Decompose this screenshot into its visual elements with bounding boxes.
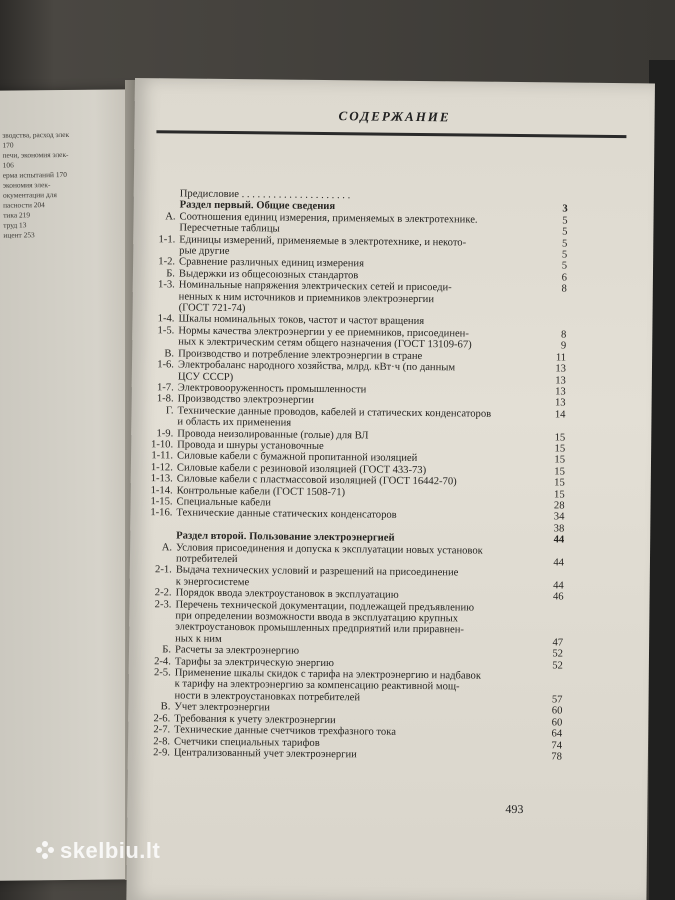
toc-text: электроустановок промышленных предприятий или приравнен-	[175, 621, 464, 636]
toc-text: к тарифу на электроэнергию за компенсацию реактивной мощ-	[174, 678, 460, 693]
toc-text: Нормы качества электроэнергии у ее приемников, присоединен-	[178, 325, 469, 340]
toc-page: 8	[560, 329, 567, 341]
toc-page: 38	[553, 523, 565, 535]
toc-code: 2-1.	[155, 564, 172, 576]
toc-code: 2-9.	[153, 747, 170, 759]
toc-page: 13	[555, 386, 566, 398]
toc-code: 1-5.	[157, 325, 175, 337]
watermark	[34, 838, 160, 864]
toc-text: Предисловие . . . . . . . . . . . . . . . . . . . . .	[179, 188, 351, 202]
toc-text: рые другие	[179, 245, 230, 258]
toc-code: 1-14.	[150, 484, 173, 496]
toc-code: 1-9.	[156, 427, 174, 439]
toc-code: 1-2.	[158, 256, 176, 268]
toc-text: к энергосистеме	[175, 576, 250, 589]
toc-text: Контрольные кабели (ГОСТ 1508-71)	[176, 485, 346, 498]
toc-text: Условия присоединения и допуска к эксплуатации новых установок	[176, 542, 483, 557]
toc-page: 44	[553, 580, 564, 592]
toc-text: ных к ним	[175, 633, 222, 645]
toc-text: Выдача технических условий и разрешений на присоединение	[175, 564, 459, 579]
toc-code: 1-15.	[150, 496, 173, 508]
toc-page: 74	[551, 739, 563, 752]
toc-page: 13	[555, 363, 567, 375]
left-page-line: пасности 204	[3, 200, 45, 210]
toc-page: 15	[554, 443, 566, 455]
toc-text: Электробаланс народного хозяйства, млрд. кВт·ч (по данным	[177, 359, 456, 374]
toc-text: Технические данные проводов, кабелей и статических конденсаторов	[177, 405, 492, 420]
toc-page: 14	[554, 409, 566, 421]
toc-text: Сравнение различных единиц измерения	[179, 256, 365, 270]
toc-text: Провода неизолированные (голые) для ВЛ	[177, 427, 369, 441]
toc-code: 1-6.	[157, 359, 175, 371]
toc-text: Порядок ввода электроустановок в эксплуатацию	[175, 587, 399, 602]
toc-page: 5	[562, 226, 568, 238]
toc-page: 5	[562, 215, 568, 227]
toc-code: В.	[164, 348, 175, 360]
toc-page: 15	[554, 466, 565, 478]
toc-page: 78	[551, 751, 562, 763]
toc-text: Силовые кабели с пластмассовой изоляцией (ГОСТ 16442-70)	[176, 473, 457, 488]
toc-code: Г.	[165, 405, 174, 417]
toc-text: потребителей	[175, 553, 238, 566]
toc-code: 1-8.	[156, 393, 174, 405]
toc-code: 1-13.	[150, 473, 173, 485]
toc-code: 1-12.	[150, 461, 173, 474]
toc-page: 13	[554, 397, 566, 409]
toc-text: Раздел первый. Общие сведения	[179, 199, 336, 213]
toc-code: Б.	[166, 268, 176, 280]
toc-text: Расчеты за электроэнергию	[174, 644, 300, 657]
toc-text: ных к электрическим сетям общего назначения (ГОСТ 13109-67)	[178, 336, 472, 351]
toc-text: ненных к ним источников и приемников электроэнергии	[178, 291, 435, 305]
toc-text: Выдержки из общесоюзных стандартов	[178, 268, 359, 282]
watermark-logo-icon	[34, 839, 56, 861]
toc-code: А.	[161, 541, 173, 554]
toc-code: Б.	[162, 644, 172, 656]
toc-page: 64	[551, 728, 563, 740]
toc-code: 1-1.	[158, 233, 176, 246]
toc-code: 1-3.	[157, 279, 175, 291]
toc-page: 44	[553, 534, 565, 546]
toc-code: 2-2.	[154, 587, 172, 599]
toc-text: Технические данные статических конденсаторов	[176, 507, 397, 522]
toc-code: 2-5.	[153, 667, 171, 679]
title-rule	[156, 130, 626, 138]
toc-page: 28	[553, 500, 565, 512]
toc-text: Электровооруженность промышленности	[177, 382, 367, 396]
toc-page: 9	[560, 340, 567, 352]
watermark-text: skelbiu.lt	[60, 838, 161, 863]
toc-text: при определении возможности ввода в эксплуатацию крупных	[175, 610, 459, 625]
toc-code: 1-4.	[157, 313, 175, 325]
toc-text: Централизованный учет электроэнергии	[173, 747, 357, 761]
table-of-contents	[146, 188, 568, 763]
toc-text: Тарифы за электрическую энергию	[174, 656, 335, 669]
toc-page: 52	[552, 660, 563, 672]
toc-text: Производство электроэнергии	[177, 393, 315, 407]
toc-page: 8	[561, 283, 567, 295]
toc-code: А.	[165, 211, 176, 223]
left-page-line: экономия элек-	[2, 180, 51, 190]
toc-text: Учет электроэнергии	[174, 701, 271, 714]
toc-text: Специальные кабели	[176, 496, 272, 509]
toc-text: Единицы измерений, применяемые в электротехнике, и некото-	[179, 234, 467, 249]
toc-code: 1-7.	[156, 382, 174, 394]
toc-text: Производство и потребление электроэнергии в стране	[178, 348, 423, 362]
toc-page: 47	[552, 637, 564, 649]
toc-page: 60	[551, 717, 563, 729]
right-page	[126, 78, 655, 900]
left-page-line: 106	[2, 160, 14, 170]
toc-code: 2-6.	[153, 712, 171, 725]
toc-text: Требования к учету электроэнергии	[174, 713, 336, 726]
toc-text: Шкалы номинальных токов, частот и частот вращения	[178, 313, 425, 328]
left-page-line: труд 13	[3, 220, 27, 230]
toc-text: Применение шкалы скидок с тарифа на электроэнергию и надбавок	[174, 667, 482, 682]
toc-page: 60	[551, 705, 563, 717]
page-number: 493	[505, 801, 524, 817]
toc-code: В.	[160, 701, 171, 713]
toc-page: 15	[554, 477, 565, 489]
toc-code: 2-7.	[153, 724, 171, 736]
toc-text: Номинальные напряжения электрических сетей и присоеди-	[178, 279, 452, 294]
toc-code: 2-3.	[154, 598, 172, 611]
toc-page: 13	[555, 374, 566, 387]
toc-text: Технические данные счетчиков трехфазного тока	[174, 724, 396, 738]
toc-code: 1-16.	[150, 507, 173, 519]
toc-text: Силовые кабели с бумажной пропитанной изоляцией	[176, 450, 418, 465]
left-page-line: зводства, расход элек	[2, 129, 70, 140]
toc-text: Соотношения единиц измерения, применяемых в электротехнике.	[179, 211, 478, 226]
toc-page: 15	[554, 454, 566, 466]
toc-page: 5	[561, 238, 568, 250]
toc-code: 2-4.	[154, 655, 171, 668]
toc-page: 11	[555, 352, 567, 364]
toc-text: Пересчетные таблицы	[179, 222, 280, 235]
toc-text: Счетчики специальных тарифов	[173, 735, 320, 749]
toc-page: 5	[561, 249, 568, 261]
toc-page: 15	[554, 488, 565, 501]
toc-text: Раздел второй. Пользование электроэнергией	[176, 530, 395, 544]
toc-page: 57	[551, 694, 563, 706]
toc-text: Перечень технической документации, подлежащей предъявлению	[175, 599, 475, 614]
left-page-line: тика 219	[3, 210, 31, 220]
left-page-line: 170	[2, 140, 14, 150]
toc-page: 46	[552, 591, 564, 603]
toc-text: Провода и шнуры установочные	[177, 439, 324, 452]
toc-page: 34	[553, 511, 565, 523]
toc-code: 2-8.	[153, 735, 171, 747]
toc-page: 3	[562, 203, 568, 215]
page-title: СОДЕРЖАНИЕ	[338, 108, 451, 125]
toc-page: 6	[561, 272, 567, 284]
toc-text: и область их применения	[177, 416, 292, 429]
toc-text: ности в электроустановках потребителей	[174, 690, 361, 704]
toc-code: 1-11.	[151, 450, 174, 462]
toc-page: 52	[552, 648, 564, 660]
toc-text: (ГОСТ 721-74)	[178, 302, 246, 315]
left-page-line: ицент 253	[3, 230, 35, 240]
toc-page: 44	[553, 557, 565, 569]
toc-page: 15	[554, 431, 566, 444]
toc-code: 1-10.	[151, 439, 174, 451]
left-page-line: печи, экономия элек-	[2, 149, 69, 160]
toc-text: ЦСУ СССР)	[177, 370, 234, 383]
left-page-line: окументации для	[2, 190, 57, 200]
toc-page: 5	[561, 260, 568, 272]
toc-text: Силовые кабели с резиновой изоляцией (ГОСТ 433-73)	[176, 462, 427, 476]
left-page-line: ерма испытаний 170	[2, 169, 67, 180]
left-page-text	[2, 129, 133, 240]
